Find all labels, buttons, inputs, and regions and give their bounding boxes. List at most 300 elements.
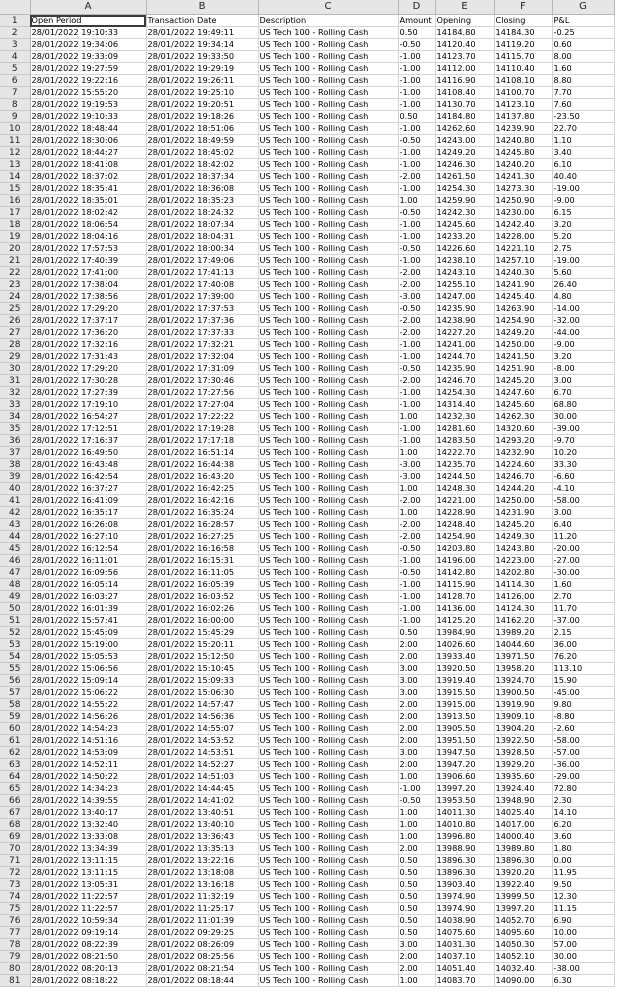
row-number[interactable]: 39 (0, 471, 30, 483)
cell-opening[interactable]: 14281.60 (435, 423, 494, 435)
cell-amount[interactable]: -1.00 (398, 783, 435, 795)
cell-open-period[interactable]: 28/01/2022 09:19:14 (30, 927, 146, 939)
cell-transaction-date[interactable]: 28/01/2022 16:44:38 (146, 459, 258, 471)
cell-opening[interactable]: 13988.90 (435, 843, 494, 855)
cell-open-period[interactable]: 28/01/2022 16:37:27 (30, 483, 146, 495)
cell-pnl[interactable]: -38.00 (552, 963, 614, 975)
cell-pnl[interactable]: 6.15 (552, 207, 614, 219)
cell-transaction-date[interactable]: 28/01/2022 17:37:33 (146, 327, 258, 339)
row-number[interactable]: 17 (0, 207, 30, 219)
cell-amount[interactable]: -1.00 (398, 555, 435, 567)
cell-pnl[interactable]: 8.00 (552, 51, 614, 63)
cell-transaction-date[interactable]: 28/01/2022 16:05:39 (146, 579, 258, 591)
cell-closing[interactable]: 13920.20 (494, 867, 552, 879)
cell-transaction-date[interactable]: 28/01/2022 13:22:16 (146, 855, 258, 867)
cell-opening[interactable]: 13896.30 (435, 867, 494, 879)
cell-amount[interactable]: 1.00 (398, 975, 435, 987)
cell-opening[interactable]: 13920.50 (435, 663, 494, 675)
cell-pnl[interactable]: 57.00 (552, 939, 614, 951)
cell-opening[interactable]: 14235.70 (435, 459, 494, 471)
cell-description[interactable]: US Tech 100 - Rolling Cash (258, 975, 398, 987)
row-number[interactable]: 35 (0, 423, 30, 435)
row-number[interactable]: 38 (0, 459, 30, 471)
row-number[interactable]: 16 (0, 195, 30, 207)
row-number[interactable]: 68 (0, 819, 30, 831)
cell-transaction-date[interactable]: 28/01/2022 14:44:45 (146, 783, 258, 795)
row-number[interactable]: 63 (0, 759, 30, 771)
cell-closing[interactable]: 14245.20 (494, 375, 552, 387)
cell-opening[interactable]: 14228.90 (435, 507, 494, 519)
cell-transaction-date[interactable]: 28/01/2022 11:25:17 (146, 903, 258, 915)
cell-closing[interactable]: 14245.20 (494, 519, 552, 531)
cell-transaction-date[interactable]: 28/01/2022 17:41:13 (146, 267, 258, 279)
row-number[interactable]: 47 (0, 567, 30, 579)
cell-opening[interactable]: 14235.90 (435, 303, 494, 315)
cell-open-period[interactable]: 28/01/2022 13:34:39 (30, 843, 146, 855)
cell-pnl[interactable]: 1.10 (552, 135, 614, 147)
cell-closing[interactable]: 14262.30 (494, 411, 552, 423)
cell-closing[interactable]: 14052.70 (494, 915, 552, 927)
cell-transaction-date[interactable]: 28/01/2022 14:55:07 (146, 723, 258, 735)
cell-transaction-date[interactable]: 28/01/2022 16:27:25 (146, 531, 258, 543)
cell-open-period[interactable]: 28/01/2022 16:42:54 (30, 471, 146, 483)
cell-closing[interactable]: 13989.80 (494, 843, 552, 855)
cell-closing[interactable]: 14228.00 (494, 231, 552, 243)
cell-amount[interactable]: -1.00 (398, 351, 435, 363)
cell-amount[interactable]: -2.00 (398, 327, 435, 339)
cell-description[interactable]: US Tech 100 - Rolling Cash (258, 747, 398, 759)
cell-description[interactable]: US Tech 100 - Rolling Cash (258, 951, 398, 963)
cell-pnl[interactable]: 4.80 (552, 291, 614, 303)
cell-description[interactable]: US Tech 100 - Rolling Cash (258, 555, 398, 567)
cell-closing[interactable]: 14254.90 (494, 315, 552, 327)
cell-transaction-date[interactable]: 28/01/2022 09:29:25 (146, 927, 258, 939)
cell-opening[interactable]: 14083.70 (435, 975, 494, 987)
cell-amount[interactable]: -2.00 (398, 495, 435, 507)
cell-pnl[interactable]: 6.40 (552, 519, 614, 531)
row-number[interactable]: 11 (0, 135, 30, 147)
column-header-c[interactable]: C (258, 0, 398, 15)
cell-opening[interactable]: 14255.10 (435, 279, 494, 291)
cell-description[interactable]: US Tech 100 - Rolling Cash (258, 435, 398, 447)
cell-amount[interactable]: -1.00 (398, 219, 435, 231)
row-number[interactable]: 45 (0, 543, 30, 555)
cell-open-period[interactable]: 28/01/2022 15:06:22 (30, 687, 146, 699)
row-number[interactable]: 18 (0, 219, 30, 231)
cell-open-period[interactable]: 28/01/2022 19:10:33 (30, 27, 146, 39)
cell-transaction-date[interactable]: 28/01/2022 19:26:11 (146, 75, 258, 87)
cell-description[interactable]: US Tech 100 - Rolling Cash (258, 891, 398, 903)
row-number[interactable]: 59 (0, 711, 30, 723)
cell-transaction-date[interactable]: 28/01/2022 17:32:04 (146, 351, 258, 363)
row-number[interactable]: 32 (0, 387, 30, 399)
cell-pnl[interactable]: -23.50 (552, 111, 614, 123)
cell-amount[interactable]: 0.50 (398, 27, 435, 39)
cell-description[interactable]: US Tech 100 - Rolling Cash (258, 651, 398, 663)
cell-amount[interactable]: 0.50 (398, 903, 435, 915)
cell-pnl[interactable]: 6.20 (552, 819, 614, 831)
cell-description[interactable]: US Tech 100 - Rolling Cash (258, 267, 398, 279)
cell-opening[interactable]: 14242.30 (435, 207, 494, 219)
cell-pnl[interactable]: -9.00 (552, 339, 614, 351)
row-number[interactable]: 48 (0, 579, 30, 591)
cell-transaction-date[interactable]: 28/01/2022 17:37:53 (146, 303, 258, 315)
cell-pnl[interactable]: 36.00 (552, 639, 614, 651)
row-number[interactable]: 72 (0, 867, 30, 879)
row-number[interactable]: 31 (0, 375, 30, 387)
cell-opening[interactable]: 13947.20 (435, 759, 494, 771)
cell-closing[interactable]: 14239.90 (494, 123, 552, 135)
cell-amount[interactable]: -1.00 (398, 387, 435, 399)
cell-open-period[interactable]: 28/01/2022 18:35:41 (30, 183, 146, 195)
header-cell-opening[interactable]: Opening (435, 15, 494, 27)
cell-opening[interactable]: 14026.60 (435, 639, 494, 651)
cell-closing[interactable]: 14126.00 (494, 591, 552, 603)
cell-description[interactable]: US Tech 100 - Rolling Cash (258, 147, 398, 159)
cell-amount[interactable]: 2.00 (398, 963, 435, 975)
cell-pnl[interactable]: 10.20 (552, 447, 614, 459)
cell-description[interactable]: US Tech 100 - Rolling Cash (258, 375, 398, 387)
cell-pnl[interactable]: 3.20 (552, 219, 614, 231)
cell-opening[interactable]: 14246.70 (435, 375, 494, 387)
cell-amount[interactable]: -0.50 (398, 207, 435, 219)
cell-transaction-date[interactable]: 28/01/2022 08:18:44 (146, 975, 258, 987)
column-header-e[interactable]: E (435, 0, 494, 15)
cell-pnl[interactable]: 3.00 (552, 375, 614, 387)
cell-closing[interactable]: 14241.50 (494, 351, 552, 363)
cell-amount[interactable]: -1.00 (398, 87, 435, 99)
cell-opening[interactable]: 14238.90 (435, 315, 494, 327)
cell-open-period[interactable]: 28/01/2022 08:22:39 (30, 939, 146, 951)
cell-amount[interactable]: 0.50 (398, 867, 435, 879)
cell-amount[interactable]: -1.00 (398, 159, 435, 171)
select-all-corner[interactable] (0, 0, 30, 15)
cell-description[interactable]: US Tech 100 - Rolling Cash (258, 735, 398, 747)
cell-transaction-date[interactable]: 28/01/2022 13:40:10 (146, 819, 258, 831)
cell-pnl[interactable]: 14.10 (552, 807, 614, 819)
cell-transaction-date[interactable]: 28/01/2022 18:24:32 (146, 207, 258, 219)
cell-transaction-date[interactable]: 28/01/2022 16:43:20 (146, 471, 258, 483)
cell-amount[interactable]: -0.50 (398, 243, 435, 255)
cell-amount[interactable]: 3.00 (398, 747, 435, 759)
cell-closing[interactable]: 14090.00 (494, 975, 552, 987)
row-number[interactable]: 74 (0, 891, 30, 903)
cell-amount[interactable]: -1.00 (398, 339, 435, 351)
cell-amount[interactable]: -0.50 (398, 135, 435, 147)
cell-transaction-date[interactable]: 28/01/2022 17:39:00 (146, 291, 258, 303)
row-number[interactable]: 23 (0, 279, 30, 291)
cell-pnl[interactable]: 2.75 (552, 243, 614, 255)
cell-pnl[interactable]: 9.50 (552, 879, 614, 891)
cell-closing[interactable]: 14241.90 (494, 279, 552, 291)
cell-open-period[interactable]: 28/01/2022 16:43:48 (30, 459, 146, 471)
cell-description[interactable]: US Tech 100 - Rolling Cash (258, 519, 398, 531)
cell-closing[interactable]: 13919.90 (494, 699, 552, 711)
cell-opening[interactable]: 14244.50 (435, 471, 494, 483)
cell-amount[interactable]: 2.00 (398, 723, 435, 735)
cell-closing[interactable]: 14240.80 (494, 135, 552, 147)
row-number[interactable]: 43 (0, 519, 30, 531)
cell-opening[interactable]: 14196.00 (435, 555, 494, 567)
cell-pnl[interactable]: 6.10 (552, 159, 614, 171)
row-number[interactable]: 8 (0, 99, 30, 111)
cell-amount[interactable]: -1.00 (398, 579, 435, 591)
row-number[interactable]: 34 (0, 411, 30, 423)
cell-opening[interactable]: 13947.50 (435, 747, 494, 759)
cell-opening[interactable]: 13903.40 (435, 879, 494, 891)
cell-closing[interactable]: 14095.60 (494, 927, 552, 939)
cell-pnl[interactable]: 5.60 (552, 267, 614, 279)
row-number[interactable]: 55 (0, 663, 30, 675)
cell-description[interactable]: US Tech 100 - Rolling Cash (258, 771, 398, 783)
cell-description[interactable]: US Tech 100 - Rolling Cash (258, 843, 398, 855)
cell-amount[interactable]: 2.00 (398, 843, 435, 855)
cell-closing[interactable]: 13922.40 (494, 879, 552, 891)
cell-description[interactable]: US Tech 100 - Rolling Cash (258, 411, 398, 423)
cell-opening[interactable]: 14203.80 (435, 543, 494, 555)
cell-description[interactable]: US Tech 100 - Rolling Cash (258, 243, 398, 255)
cell-open-period[interactable]: 28/01/2022 19:34:06 (30, 39, 146, 51)
cell-open-period[interactable]: 28/01/2022 13:32:40 (30, 819, 146, 831)
cell-description[interactable]: US Tech 100 - Rolling Cash (258, 567, 398, 579)
cell-description[interactable]: US Tech 100 - Rolling Cash (258, 795, 398, 807)
cell-open-period[interactable]: 28/01/2022 11:22:57 (30, 891, 146, 903)
row-number[interactable]: 5 (0, 63, 30, 75)
cell-pnl[interactable]: 40.40 (552, 171, 614, 183)
cell-open-period[interactable]: 28/01/2022 16:12:54 (30, 543, 146, 555)
cell-description[interactable]: US Tech 100 - Rolling Cash (258, 579, 398, 591)
cell-opening[interactable]: 14116.90 (435, 75, 494, 87)
cell-pnl[interactable]: -6.60 (552, 471, 614, 483)
row-number[interactable]: 33 (0, 399, 30, 411)
cell-amount[interactable]: -1.00 (398, 231, 435, 243)
cell-closing[interactable]: 14221.10 (494, 243, 552, 255)
cell-open-period[interactable]: 28/01/2022 17:40:39 (30, 255, 146, 267)
cell-open-period[interactable]: 28/01/2022 14:55:22 (30, 699, 146, 711)
cell-closing[interactable]: 14017.00 (494, 819, 552, 831)
row-number[interactable]: 30 (0, 363, 30, 375)
row-number[interactable]: 50 (0, 603, 30, 615)
cell-opening[interactable]: 14254.90 (435, 531, 494, 543)
cell-pnl[interactable]: 1.60 (552, 579, 614, 591)
cell-open-period[interactable]: 28/01/2022 17:16:37 (30, 435, 146, 447)
cell-amount[interactable]: 1.00 (398, 195, 435, 207)
cell-open-period[interactable]: 28/01/2022 16:49:50 (30, 447, 146, 459)
cell-closing[interactable]: 14246.70 (494, 471, 552, 483)
cell-pnl[interactable]: 3.20 (552, 351, 614, 363)
cell-description[interactable]: US Tech 100 - Rolling Cash (258, 759, 398, 771)
cell-open-period[interactable]: 28/01/2022 19:22:16 (30, 75, 146, 87)
cell-transaction-date[interactable]: 28/01/2022 08:25:56 (146, 951, 258, 963)
cell-open-period[interactable]: 28/01/2022 15:09:14 (30, 675, 146, 687)
cell-open-period[interactable]: 28/01/2022 17:41:00 (30, 267, 146, 279)
cell-description[interactable]: US Tech 100 - Rolling Cash (258, 291, 398, 303)
cell-opening[interactable]: 14123.70 (435, 51, 494, 63)
column-header-f[interactable]: F (494, 0, 552, 15)
cell-amount[interactable]: -1.00 (398, 99, 435, 111)
cell-transaction-date[interactable]: 28/01/2022 16:02:26 (146, 603, 258, 615)
cell-description[interactable]: US Tech 100 - Rolling Cash (258, 627, 398, 639)
row-number[interactable]: 52 (0, 627, 30, 639)
cell-opening[interactable]: 14037.10 (435, 951, 494, 963)
cell-amount[interactable]: 1.00 (398, 507, 435, 519)
cell-opening[interactable]: 14241.00 (435, 339, 494, 351)
cell-open-period[interactable]: 28/01/2022 08:20:13 (30, 963, 146, 975)
cell-pnl[interactable]: -20.00 (552, 543, 614, 555)
cell-transaction-date[interactable]: 28/01/2022 15:12:50 (146, 651, 258, 663)
header-cell-open-period[interactable]: Open Period (30, 15, 146, 27)
cell-open-period[interactable]: 28/01/2022 10:59:34 (30, 915, 146, 927)
cell-closing[interactable]: 14257.10 (494, 255, 552, 267)
cell-amount[interactable]: -2.00 (398, 519, 435, 531)
cell-pnl[interactable]: -14.00 (552, 303, 614, 315)
cell-amount[interactable]: 0.50 (398, 855, 435, 867)
row-number[interactable]: 24 (0, 291, 30, 303)
cell-description[interactable]: US Tech 100 - Rolling Cash (258, 927, 398, 939)
cell-open-period[interactable]: 28/01/2022 18:41:08 (30, 159, 146, 171)
cell-amount[interactable]: 1.00 (398, 807, 435, 819)
header-cell-transaction-date[interactable]: Transaction Date (146, 15, 258, 27)
cell-opening[interactable]: 14244.70 (435, 351, 494, 363)
cell-closing[interactable]: 14249.20 (494, 327, 552, 339)
row-number[interactable]: 10 (0, 123, 30, 135)
cell-amount[interactable]: 0.50 (398, 927, 435, 939)
cell-description[interactable]: US Tech 100 - Rolling Cash (258, 255, 398, 267)
cell-amount[interactable]: 1.00 (398, 483, 435, 495)
cell-closing[interactable]: 13924.40 (494, 783, 552, 795)
cell-open-period[interactable]: 28/01/2022 14:39:55 (30, 795, 146, 807)
cell-closing[interactable]: 14244.20 (494, 483, 552, 495)
cell-opening[interactable]: 13997.20 (435, 783, 494, 795)
cell-transaction-date[interactable]: 28/01/2022 18:42:02 (146, 159, 258, 171)
cell-transaction-date[interactable]: 28/01/2022 11:01:39 (146, 915, 258, 927)
cell-closing[interactable]: 14251.90 (494, 363, 552, 375)
cell-description[interactable]: US Tech 100 - Rolling Cash (258, 159, 398, 171)
cell-transaction-date[interactable]: 28/01/2022 13:18:08 (146, 867, 258, 879)
cell-open-period[interactable]: 28/01/2022 17:29:20 (30, 303, 146, 315)
cell-closing[interactable]: 14025.40 (494, 807, 552, 819)
cell-amount[interactable]: 2.00 (398, 639, 435, 651)
cell-amount[interactable]: 0.50 (398, 891, 435, 903)
cell-opening[interactable]: 14238.10 (435, 255, 494, 267)
cell-description[interactable]: US Tech 100 - Rolling Cash (258, 471, 398, 483)
cell-amount[interactable]: -0.50 (398, 39, 435, 51)
cell-open-period[interactable]: 28/01/2022 16:01:39 (30, 603, 146, 615)
cell-transaction-date[interactable]: 28/01/2022 17:22:22 (146, 411, 258, 423)
cell-opening[interactable]: 14246.30 (435, 159, 494, 171)
cell-closing[interactable]: 14232.90 (494, 447, 552, 459)
cell-open-period[interactable]: 28/01/2022 17:57:53 (30, 243, 146, 255)
cell-description[interactable]: US Tech 100 - Rolling Cash (258, 867, 398, 879)
cell-description[interactable]: US Tech 100 - Rolling Cash (258, 531, 398, 543)
cell-description[interactable]: US Tech 100 - Rolling Cash (258, 75, 398, 87)
cell-amount[interactable]: 0.50 (398, 111, 435, 123)
cell-open-period[interactable]: 28/01/2022 17:12:51 (30, 423, 146, 435)
cell-transaction-date[interactable]: 28/01/2022 15:06:30 (146, 687, 258, 699)
cell-closing[interactable]: 14241.30 (494, 171, 552, 183)
cell-open-period[interactable]: 28/01/2022 15:06:56 (30, 663, 146, 675)
cell-pnl[interactable]: -19.00 (552, 255, 614, 267)
cell-description[interactable]: US Tech 100 - Rolling Cash (258, 51, 398, 63)
row-number[interactable]: 19 (0, 231, 30, 243)
cell-description[interactable]: US Tech 100 - Rolling Cash (258, 903, 398, 915)
cell-closing[interactable]: 14245.40 (494, 291, 552, 303)
cell-amount[interactable]: -1.00 (398, 255, 435, 267)
cell-opening[interactable]: 14108.40 (435, 87, 494, 99)
row-number[interactable]: 13 (0, 159, 30, 171)
cell-amount[interactable]: 1.00 (398, 411, 435, 423)
cell-amount[interactable]: 0.50 (398, 915, 435, 927)
cell-closing[interactable]: 13948.90 (494, 795, 552, 807)
cell-amount[interactable]: -1.00 (398, 147, 435, 159)
cell-description[interactable]: US Tech 100 - Rolling Cash (258, 687, 398, 699)
cell-opening[interactable]: 14120.40 (435, 39, 494, 51)
cell-transaction-date[interactable]: 28/01/2022 16:11:05 (146, 567, 258, 579)
cell-transaction-date[interactable]: 28/01/2022 17:27:56 (146, 387, 258, 399)
cell-open-period[interactable]: 28/01/2022 17:31:43 (30, 351, 146, 363)
cell-transaction-date[interactable]: 28/01/2022 14:53:52 (146, 735, 258, 747)
cell-closing[interactable]: 14242.40 (494, 219, 552, 231)
header-cell-description[interactable]: Description (258, 15, 398, 27)
cell-description[interactable]: US Tech 100 - Rolling Cash (258, 591, 398, 603)
cell-closing[interactable]: 14044.60 (494, 639, 552, 651)
cell-opening[interactable]: 13905.50 (435, 723, 494, 735)
cell-amount[interactable]: 2.00 (398, 735, 435, 747)
row-number[interactable]: 71 (0, 855, 30, 867)
cell-closing[interactable]: 14240.30 (494, 267, 552, 279)
cell-pnl[interactable]: 11.20 (552, 531, 614, 543)
cell-amount[interactable]: 2.00 (398, 711, 435, 723)
cell-pnl[interactable]: 11.95 (552, 867, 614, 879)
column-header-d[interactable]: D (398, 0, 435, 15)
cell-closing[interactable]: 14123.10 (494, 99, 552, 111)
cell-closing[interactable]: 13904.20 (494, 723, 552, 735)
cell-transaction-date[interactable]: 28/01/2022 16:03:52 (146, 591, 258, 603)
cell-amount[interactable]: -1.00 (398, 423, 435, 435)
cell-description[interactable]: US Tech 100 - Rolling Cash (258, 495, 398, 507)
cell-opening[interactable]: 14243.00 (435, 135, 494, 147)
cell-description[interactable]: US Tech 100 - Rolling Cash (258, 111, 398, 123)
cell-closing[interactable]: 14108.10 (494, 75, 552, 87)
cell-transaction-date[interactable]: 28/01/2022 19:33:50 (146, 51, 258, 63)
cell-pnl[interactable]: -29.00 (552, 771, 614, 783)
cell-amount[interactable]: -2.00 (398, 531, 435, 543)
cell-transaction-date[interactable]: 28/01/2022 18:00:34 (146, 243, 258, 255)
cell-pnl[interactable]: 1.60 (552, 63, 614, 75)
cell-amount[interactable]: 1.00 (398, 819, 435, 831)
cell-pnl[interactable]: 1.80 (552, 843, 614, 855)
cell-open-period[interactable]: 28/01/2022 16:11:01 (30, 555, 146, 567)
cell-open-period[interactable]: 28/01/2022 17:38:56 (30, 291, 146, 303)
row-number[interactable]: 42 (0, 507, 30, 519)
cell-closing[interactable]: 14110.40 (494, 63, 552, 75)
cell-transaction-date[interactable]: 28/01/2022 18:45:02 (146, 147, 258, 159)
row-number[interactable]: 49 (0, 591, 30, 603)
cell-transaction-date[interactable]: 28/01/2022 14:52:27 (146, 759, 258, 771)
row-number[interactable]: 3 (0, 39, 30, 51)
cell-pnl[interactable]: 0.60 (552, 39, 614, 51)
cell-open-period[interactable]: 28/01/2022 17:36:20 (30, 327, 146, 339)
cell-open-period[interactable]: 28/01/2022 18:30:06 (30, 135, 146, 147)
cell-description[interactable]: US Tech 100 - Rolling Cash (258, 351, 398, 363)
cell-amount[interactable]: -2.00 (398, 315, 435, 327)
cell-amount[interactable]: -1.00 (398, 51, 435, 63)
cell-opening[interactable]: 14259.90 (435, 195, 494, 207)
cell-description[interactable]: US Tech 100 - Rolling Cash (258, 963, 398, 975)
cell-amount[interactable]: 0.50 (398, 879, 435, 891)
cell-transaction-date[interactable]: 28/01/2022 17:37:36 (146, 315, 258, 327)
cell-transaction-date[interactable]: 28/01/2022 19:18:26 (146, 111, 258, 123)
